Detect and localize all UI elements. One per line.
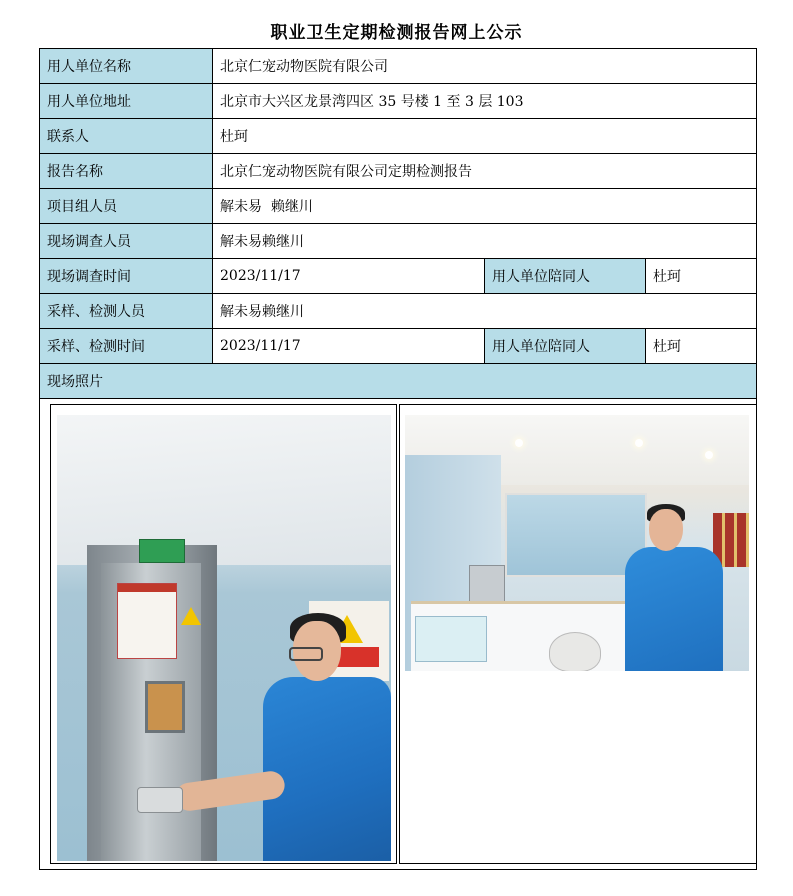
value-sampling-staff: 解未易赖继川 [213,294,757,329]
row-sampling-time [40,329,757,364]
row-photos-header [40,364,757,399]
site-photo-reception [405,415,749,671]
label-survey-staff: 现场调查人员 [40,224,213,259]
label-employer-address: 用人单位地址 [40,84,213,119]
label-sampling-staff: 采样、检测人员 [40,294,213,329]
label-sampling-escort: 用人单位陪同人 [485,329,646,364]
value-employer-name: 北京仁宠动物医院有限公司 [213,49,757,84]
reception-counter [411,601,651,671]
value-project-team: 解未易 赖继川 [213,189,757,224]
staff-head [649,509,683,551]
page-title: 职业卫生定期检测报告网上公示 [270,23,523,43]
warning-light-icon [139,539,185,563]
row-employer-name [40,49,757,84]
value-employer-address: 北京市大兴区龙景湾四区 35 号楼 1 至 3 层 103 [213,84,757,119]
inspector-body [263,677,391,861]
report-table [39,48,757,870]
staff-body [625,547,723,671]
value-report-name: 北京仁宠动物医院有限公司定期检测报告 [213,154,757,189]
label-contact: 联系人 [40,119,213,154]
radiation-meter [137,787,183,813]
warning-triangle-icon [181,607,201,625]
label-report-name: 报告名称 [40,154,213,189]
row-survey-staff [40,224,757,259]
value-sampling-escort: 杜珂 [646,329,757,364]
site-photo-radiation-door [57,415,391,861]
label-survey-escort: 用人单位陪同人 [485,259,646,294]
radiation-notice-board [117,583,177,659]
row-photos [40,399,757,870]
row-survey-time [40,259,757,294]
photos-wrap [47,399,756,869]
dog-mascot-icon [549,632,601,671]
label-sampling-time: 采样、检测时间 [40,329,213,364]
label-project-team: 项目组人员 [40,189,213,224]
row-employer-address [40,84,757,119]
value-sampling-time: 2023/11/17 [213,329,485,364]
row-sampling-staff [40,294,757,329]
value-contact: 杜珂 [213,119,757,154]
value-survey-staff: 解未易赖继川 [213,224,757,259]
row-project-team [40,189,757,224]
value-survey-escort: 杜珂 [646,259,757,294]
photos-cell [40,399,757,870]
row-contact [40,119,757,154]
value-survey-time: 2023/11/17 [213,259,485,294]
label-site-photos: 现场照片 [40,364,757,399]
label-survey-time: 现场调查时间 [40,259,213,294]
door-window [145,681,185,733]
row-report-name [40,154,757,189]
label-employer-name: 用人单位名称 [40,49,213,84]
